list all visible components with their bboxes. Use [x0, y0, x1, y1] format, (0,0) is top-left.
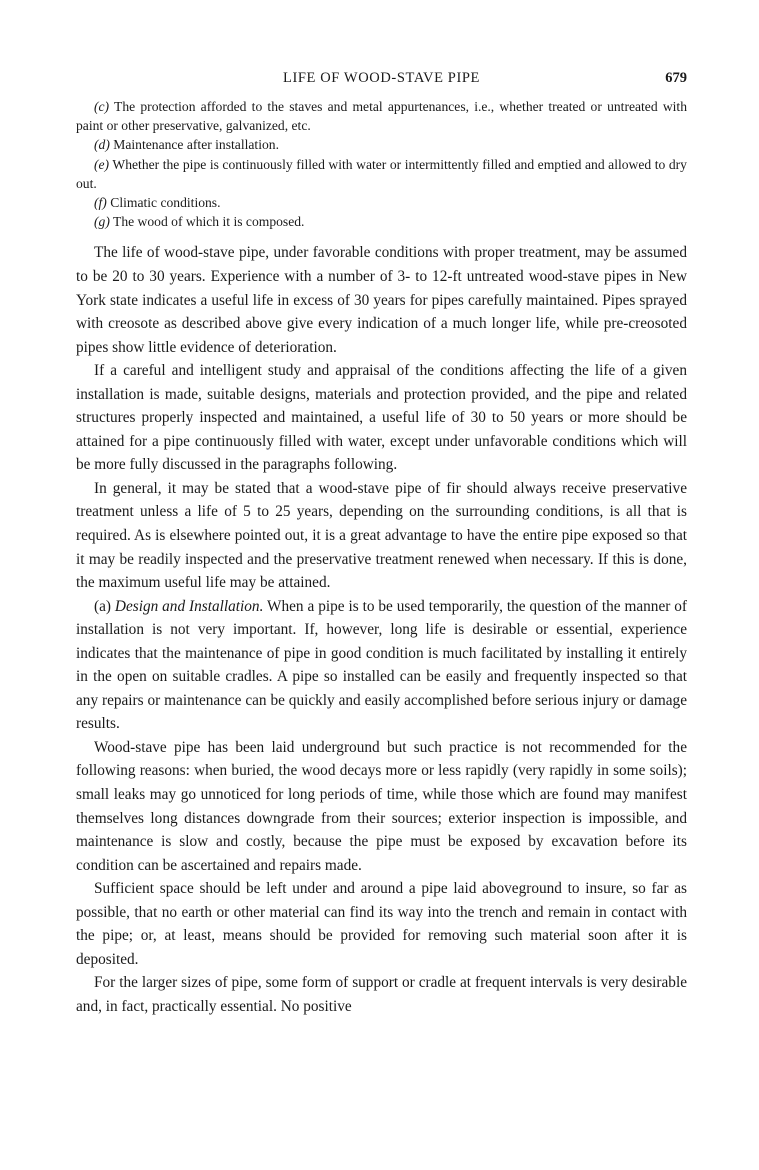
item-text: Maintenance after installation.	[113, 137, 279, 153]
paragraph-supports: For the larger sizes of pipe, some form of support or cradle at frequent intervals is very desirable and, in fact, practically essential. No positive	[76, 974, 687, 1015]
paragraph-space: Sufficient space should be left under and around a pipe laid aboveground to insure, so far as possible, that no earth or other material can find its way into the trench and remain in contact with the pipe; or, at least, means should be provided for removing such material soon after it is deposited.	[76, 880, 687, 968]
item-label: (g)	[94, 214, 110, 230]
list-item	[76, 135, 687, 154]
main-text	[76, 241, 687, 1018]
paragraph-design-installation	[76, 595, 687, 736]
item-text: The wood of which it is composed.	[113, 214, 305, 230]
list-item	[76, 97, 687, 135]
page-header	[76, 70, 687, 94]
running-title: LIFE OF WOOD-STAVE PIPE	[283, 70, 480, 86]
list-item	[76, 212, 687, 231]
item-text: Climatic conditions.	[110, 195, 221, 211]
paragraph-underground: Wood-stave pipe has been laid underground but such practice is not recommended for the following reasons: when buried, the wood decays more or less rapidly (very rapidly in some soils); small leaks may go unnoticed for long periods of time, while those which are found may manifest themselves long distances downgrade from their sources; exterior inspection is impossible, and maintenance is slow and costly, because the pipe must be exposed by excavation before its condition can be ascertained and repairs made.	[76, 738, 687, 874]
paragraph-useful-life: The life of wood-stave pipe, under favorable conditions with proper treatment, may be assumed to be 20 to 30 years. Experience with a number of 3- to 12-ft untreated wood-stave pipes in New York state indicates a useful life in excess of 30 years for pipes carefully maintained. Pipes sprayed with creosote as described above give every indication of a much longer life, while pre-creosoted pipes show little evidence of deterioration.	[76, 244, 687, 356]
item-label: (c)	[94, 99, 110, 114]
factor-list	[76, 97, 687, 231]
paragraph-appraisal: If a careful and intelligent study and appraisal of the conditions affecting the life of a given installation is made, suitable designs, materials and protection provided, and the pipe and related structures properly inspected and maintained, a useful life of 30 to 50 years or more should be attained for a pipe continuously filled with water, except under unfavorable conditions which will be more fully discussed in the paragraphs following.	[76, 362, 687, 474]
item-label: (f)	[94, 195, 107, 211]
section-heading: Design and Installation.	[114, 597, 264, 615]
list-item	[76, 193, 687, 212]
section-label: (a)	[94, 597, 111, 615]
list-item	[76, 155, 687, 193]
item-text: Whether the pipe is continuously filled with water or intermittently filled and emptied and allowed to dry out.	[76, 156, 687, 191]
page-number: 679	[665, 70, 687, 86]
item-text: The protection afforded to the staves and metal appurtenances, i.e., whether treated or untreated with paint or other preservative, galvanized, etc.	[76, 99, 688, 134]
section-text: When a pipe is to be used temporarily, the question of the manner of installation is not very important. If, however, long life is desirable or essential, experience indicates that the maintenance of pipe in good condition is much facilitated by installing it entirely in the open on suitable cradles. A pipe so installed can be easily and frequently inspected so that any repairs or maintenance can be quickly and easily accomplished before serious injury or damage results.	[76, 597, 687, 733]
paragraph-preservative: In general, it may be stated that a wood-stave pipe of fir should always receive preservative treatment unless a life of 5 to 25 years, depending on the surrounding conditions, is all that is required. As is elsewhere pointed out, it is a great advantage to have the entire pipe exposed so that it may be readily inspected and the preservative treatment renewed when necessary. If this is done, the maximum useful life may be attained.	[76, 479, 687, 592]
page-body	[76, 97, 687, 1018]
item-label: (d)	[94, 137, 110, 153]
item-label: (e)	[94, 156, 110, 172]
